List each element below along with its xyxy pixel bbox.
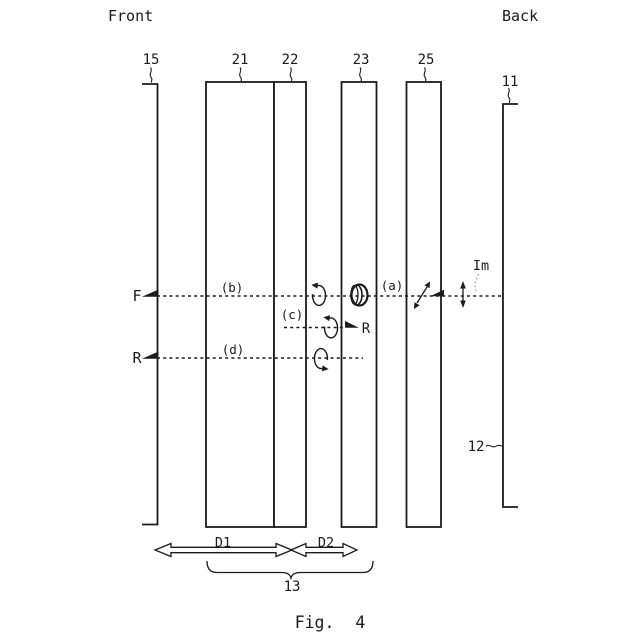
figure-caption: Fig. 4 — [294, 613, 366, 632]
leader-squiggle-21 — [240, 68, 242, 83]
image-plane-label: Im — [472, 258, 490, 274]
panel-21 — [206, 82, 274, 527]
ref-label-11: 11 — [501, 74, 519, 90]
leader-squiggle-25 — [424, 68, 426, 83]
front-plate-15 — [142, 84, 158, 525]
leader-squiggle-11 — [508, 88, 510, 103]
panel-22 — [274, 82, 306, 527]
r-direction-label: R — [132, 349, 142, 367]
ray-label-a: (a) — [380, 278, 404, 293]
leader-squiggle-15 — [150, 68, 152, 83]
vertical-double-arrow — [460, 281, 466, 308]
ref-label-13: 13 — [283, 579, 301, 595]
r-arrowhead — [142, 352, 159, 359]
ray-label-c: (c) — [280, 307, 304, 322]
ray-label-d: (d) — [221, 342, 245, 357]
rotation-symbol-ray-d — [314, 349, 328, 372]
ref-label-21: 21 — [231, 52, 249, 68]
leader-squiggle-12 — [486, 445, 503, 447]
ref-label-25: 25 — [417, 52, 435, 68]
ref-label-23: 23 — [352, 52, 370, 68]
ray-label-b: (b) — [220, 280, 244, 295]
stack-underbrace — [207, 561, 373, 578]
ref-label-15: 15 — [142, 52, 160, 68]
leader-squiggle-23 — [360, 68, 362, 83]
panel-25 — [407, 82, 442, 527]
dimension-label-d1: D1 — [214, 535, 232, 551]
image-plane-dotted-leader — [475, 274, 478, 291]
back-direction-label: Back — [502, 7, 539, 25]
ref-label-12: 12 — [467, 439, 485, 455]
reflected-ray-label: R — [361, 321, 371, 337]
rotation-symbol-ray-c — [323, 315, 337, 338]
vertical-arrow-head-up — [460, 281, 466, 289]
vertical-arrow-head-down — [460, 301, 466, 309]
leader-squiggle-22 — [290, 68, 292, 83]
front-direction-label: Front — [108, 7, 154, 25]
back-plate-11 — [503, 104, 518, 507]
rotation-symbol-ray-b — [311, 283, 325, 306]
dimension-label-d2: D2 — [317, 535, 335, 551]
ref-label-22: 22 — [281, 52, 299, 68]
f-arrowhead — [142, 290, 159, 297]
f-direction-label: F — [132, 287, 142, 305]
